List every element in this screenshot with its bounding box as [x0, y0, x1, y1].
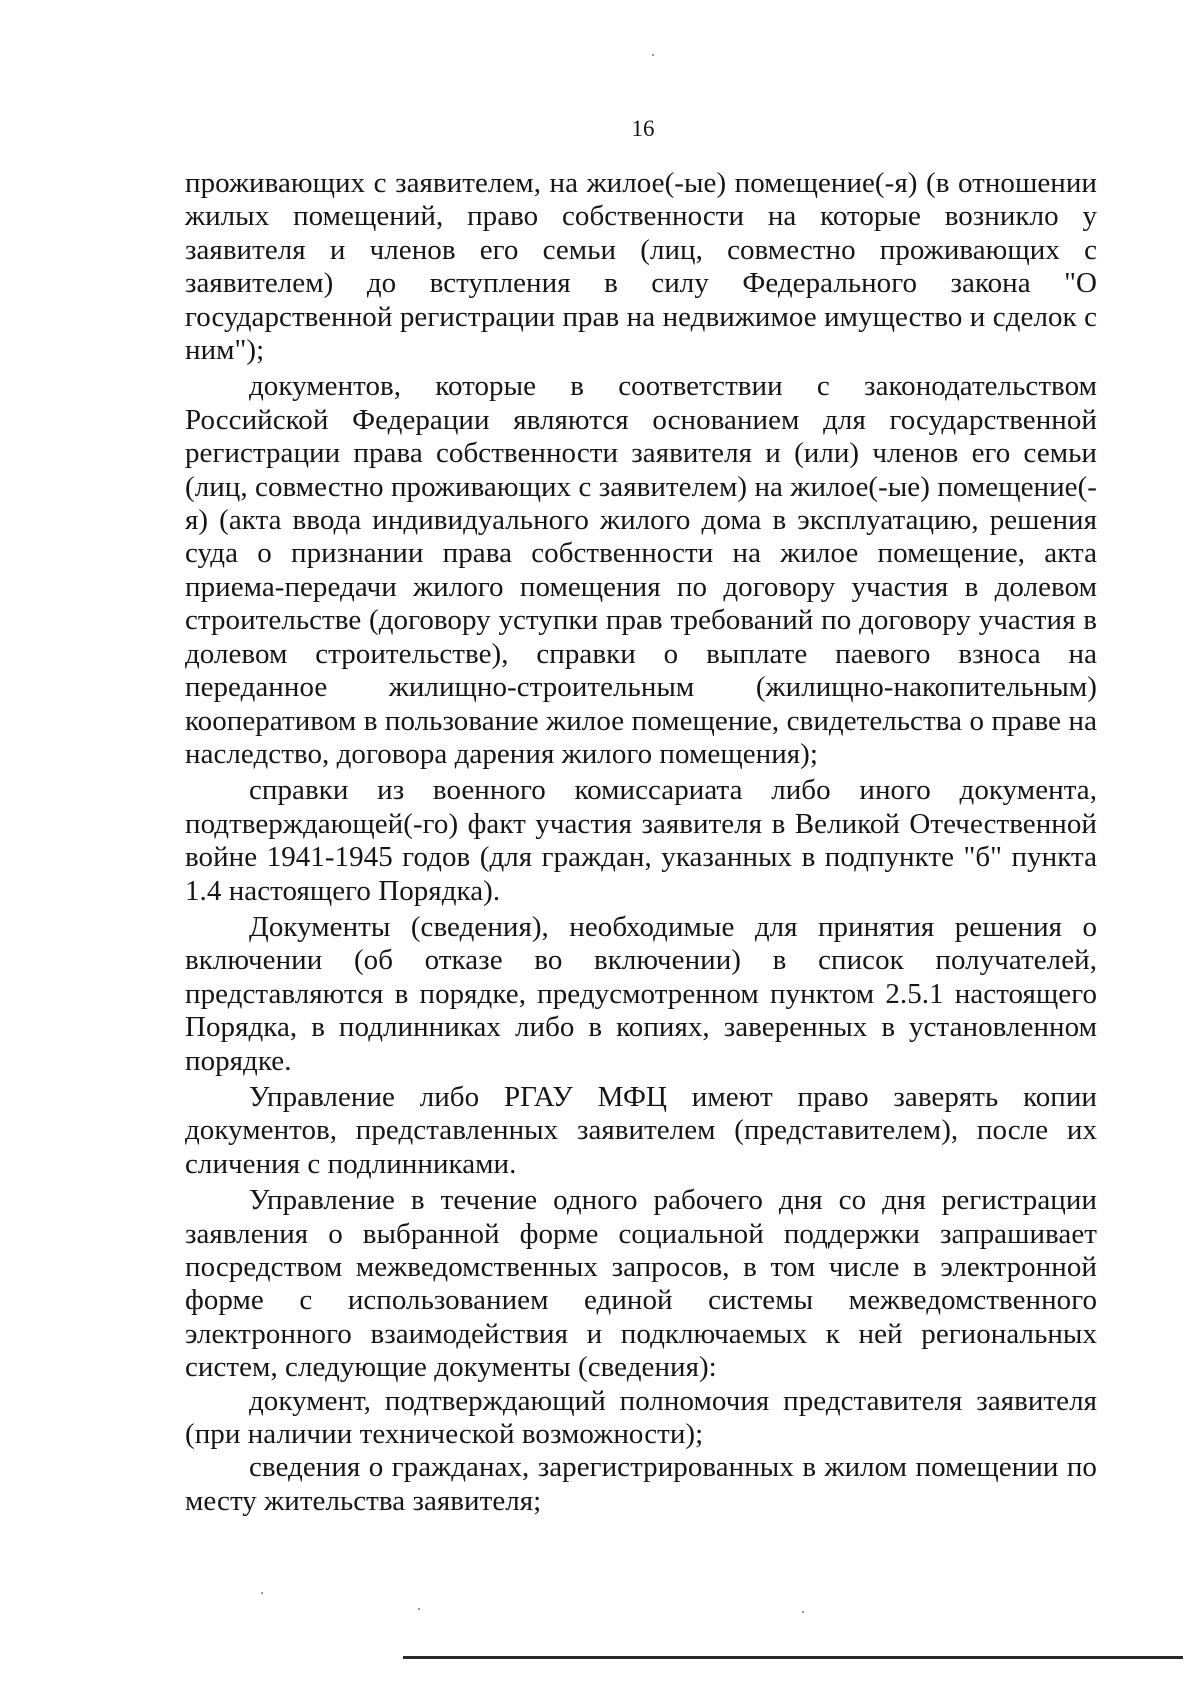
paragraph-copy-certification: Управление либо РГАУ МФЦ имеют право заверять копии документов, представленных заявителем (представителем), после их сличения с подлинниками.	[185, 1080, 1097, 1180]
paragraph-military-certificate: справки из военного комиссариата либо иного документа, подтверждающей(-го) факт участия заявителя в Великой Отечественной войне 1941-1945 годов (для граждан, указанных в подпункте "б" пункта 1.4 настоящего Порядка).	[185, 774, 1097, 907]
list-item-representative-authority: документ, подтверждающий полномочия представителя заявителя (при наличии технической возможности);	[185, 1384, 1097, 1451]
list-item-registered-citizens: сведения о гражданах, зарегистрированных в жилом помещении по месту жительства заявителя;	[185, 1451, 1097, 1517]
paragraph-ownership-documents: документов, которые в соответствии с законодательством Российской Федерации являются основанием для государственной регистрации права собственности заявителя и (или) членов его семьи (лиц, совместно проживающих с заявителем) на жилое(-ые) помещение(-я) (акта ввода индивидуального жилого дома в эксплуатацию, решения суда о признании права собственности на жилое помещение, акта приема-передачи жилого помещения по договору участия в долевом строительстве (договору уступки прав требований по договору участия в долевом строительстве), справки о выплате паевого взноса на переданное жилищно-строительным (жилищно-накопительным) кооперативом в пользование жилое помещение, свидетельства о праве на наследство, договора дарения жилого помещения);	[185, 370, 1097, 770]
paragraph-interagency-requests: Управление в течение одного рабочего дня со дня регистрации заявления о выбранной форме социальной поддержки запрашивает посредством межведомственных запросов, в том числе в электронной форме с использованием единой системы межведомственного электронного взаимодействия и подключаемых к ней региональных систем, следующие документы (сведения):	[185, 1184, 1097, 1384]
document-body	[185, 167, 1097, 1518]
bottom-rule	[403, 1656, 1183, 1659]
paragraph-documents-submission: Документы (сведения), необходимые для принятия решения о включении (об отказе во включении) в список получателей, представляются в порядке, предусмотренном пунктом 2.5.1 настоящего Порядка, в подлинниках либо в копиях, заверенных в установленном порядке.	[185, 910, 1097, 1077]
paragraph-continuation: проживающих с заявителем, на жилое(-ые) помещение(-я) (в отношении жилых помещений, право собственности на которые возникло у заявителя и членов его семьи (лиц, совместно проживающих с заявителем) до вступления в силу Федерального закона "О государственной регистрации прав на недвижимое имущество и сделок с ним");	[185, 167, 1097, 367]
scan-speck	[802, 1611, 804, 1613]
scan-speck	[261, 1592, 263, 1594]
scan-speck	[418, 1608, 420, 1610]
page-number: 16	[631, 116, 655, 141]
scan-speck	[652, 54, 654, 56]
